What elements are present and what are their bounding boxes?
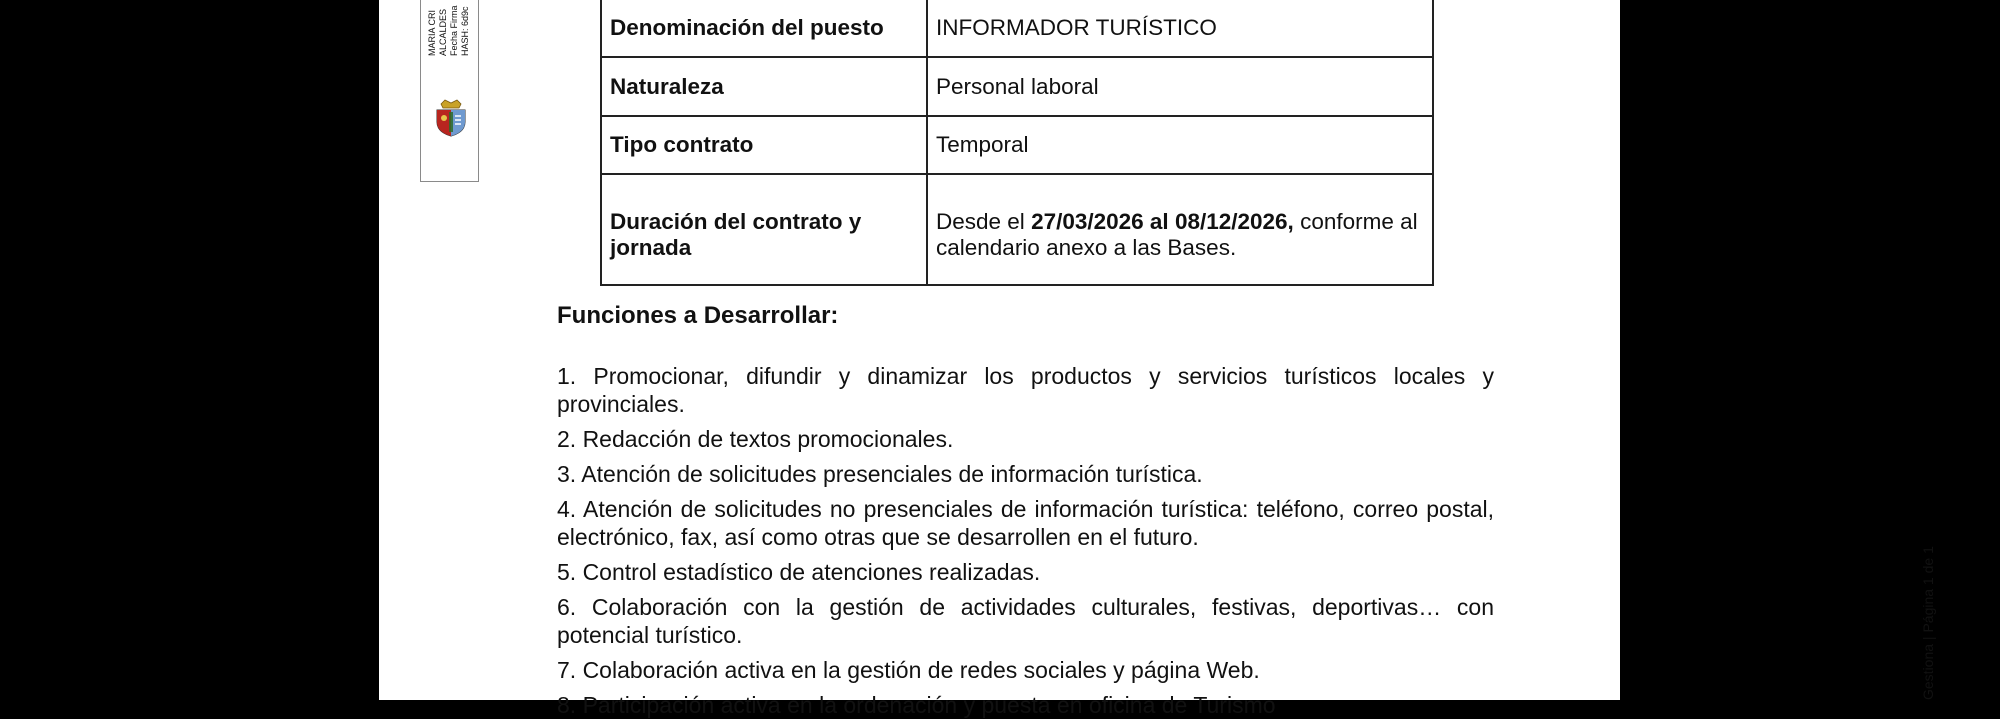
signature-stamp (420, 0, 479, 182)
coat-of-arms-icon (427, 98, 475, 138)
page-footer: Gestiona | Página 1 de 1 (1920, 546, 1936, 700)
table-value: INFORMADOR TURÍSTICO (927, 0, 1433, 57)
list-item: 1. Promocionar, difundir y dinamizar los productos y servicios turísticos locales y provinciales. (557, 363, 1494, 417)
duration-suffix: conforme al calendario anexo a las Bases. (936, 208, 1418, 260)
table-value: Temporal (927, 116, 1433, 174)
list-item: 2. Redacción de textos promocionales. (557, 426, 954, 452)
table-value (927, 174, 1433, 285)
table-value: Personal laboral (927, 57, 1433, 116)
document-page (379, 0, 1936, 718)
list-item: 4. Atención de solicitudes no presenciales de información turística: teléfono, correo postal, electrónico, fax, así como otras que se desarrollen en el futuro. (557, 496, 1494, 550)
signature-line: HASH: 6d9c (460, 6, 470, 56)
table-row (601, 174, 1433, 285)
job-info-table (600, 0, 1434, 286)
functions-list (557, 362, 1494, 719)
list-item: 6. Colaboración con la gestión de actividades culturales, festivas, deportivas… con potencial turístico. (557, 594, 1494, 648)
list-item: 5. Control estadístico de atenciones realizadas. (557, 559, 1041, 585)
table-row (601, 57, 1433, 116)
signature-line: ALCALDES (438, 8, 448, 56)
functions-title: Funciones a Desarrollar: (557, 302, 839, 329)
signature-text (425, 0, 477, 58)
table-label: Duración del contrato y jornada (601, 174, 927, 285)
table-label: Denominación del puesto (601, 0, 927, 57)
list-item: 7. Colaboración activa en la gestión de redes sociales y página Web. (557, 657, 1260, 683)
table-row (601, 116, 1433, 174)
table-label: Naturaleza (601, 57, 927, 116)
list-item: 8. Participación activa en la ordenación y puesta en oficina de Turismo (557, 692, 1276, 718)
duration-prefix: Desde el (936, 208, 1032, 234)
signature-line: MARIA CRI (427, 9, 437, 56)
duration-dates: 27/03/2026 al 08/12/2026, (1031, 208, 1294, 234)
table-row (601, 0, 1433, 57)
signature-line: Fecha Firma (449, 5, 459, 56)
list-item: 3. Atención de solicitudes presenciales de información turística. (557, 461, 1203, 487)
table-label: Tipo contrato (601, 116, 927, 174)
